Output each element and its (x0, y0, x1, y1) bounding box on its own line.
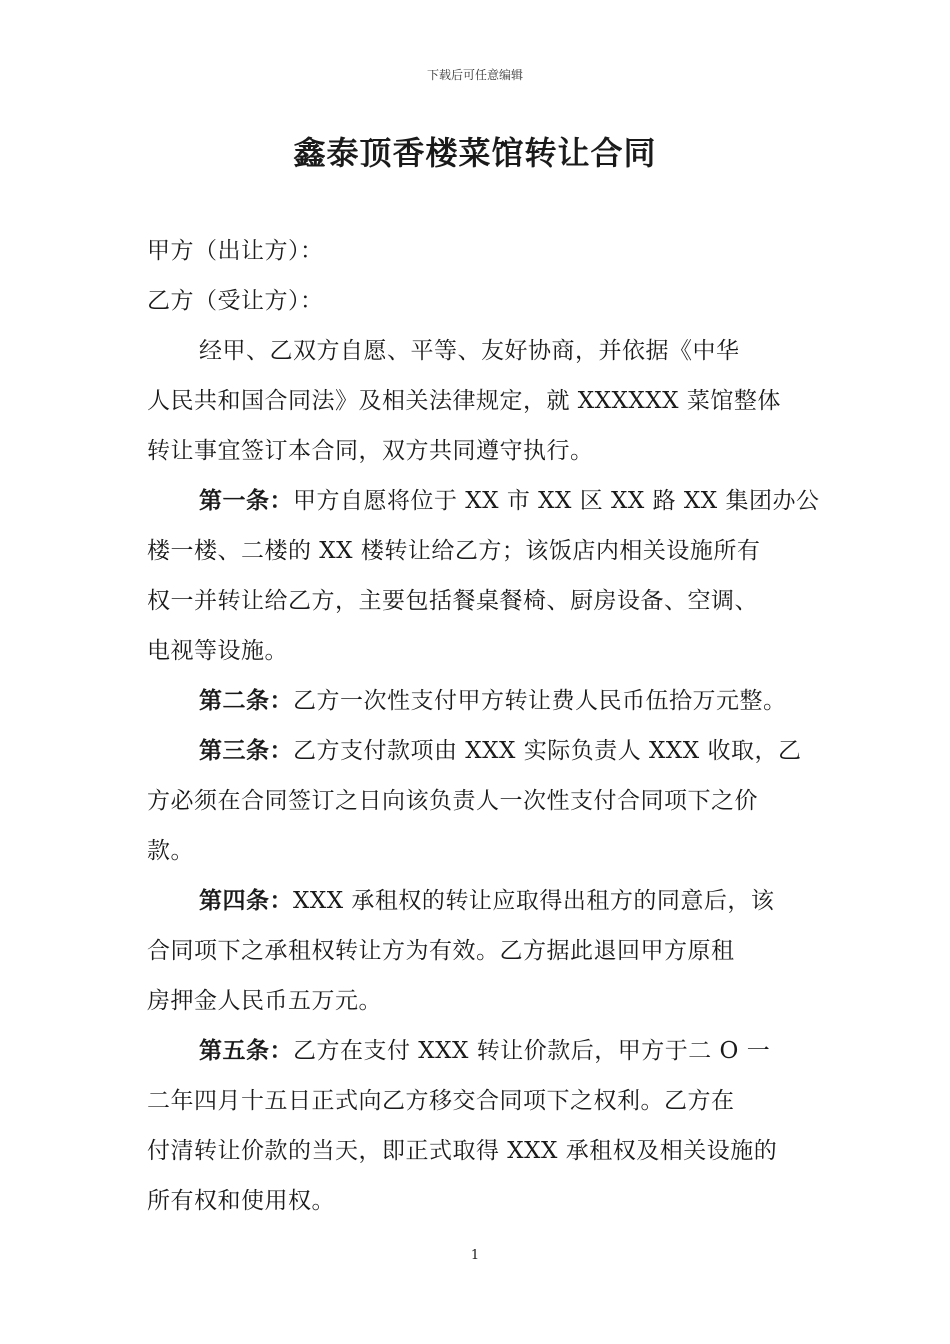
party-a-line: 甲方（出让方）： (147, 238, 324, 264)
article-line: 合同项下之承租权转让方为有效。乙方据此退回甲方原租 (147, 938, 735, 964)
article-line: 电视等设施。 (147, 638, 288, 664)
document-body (147, 226, 827, 1226)
article-label: 第五条： (199, 1037, 293, 1064)
article-label: 第二条： (199, 687, 293, 714)
intro-line: 经甲、乙双方自愿、平等、友好协商，并依据《中华 (199, 338, 740, 364)
page-number: 1 (470, 1248, 480, 1263)
page-header: 下载后可任意编辑 (426, 68, 523, 82)
article-line: 甲方自愿将位于 XX 市 XX 区 XX 路 XX 集团办公 (293, 488, 820, 514)
document-title: 鑫泰顶香楼菜馆转让合同 (293, 134, 657, 172)
article-2 (147, 676, 827, 726)
article-label: 第三条： (199, 737, 293, 764)
article-line: 乙方在支付 XXX 转让价款后，甲方于二 O 一 (293, 1038, 771, 1064)
article-label: 第四条： (199, 887, 293, 914)
article-line: 付清转让价款的当天，即正式取得 XXX 承租权及相关设施的 (147, 1138, 778, 1164)
article-line: 款。 (147, 838, 194, 864)
article-5 (147, 1026, 827, 1226)
article-line: 二年四月十五日正式向乙方移交合同项下之权利。乙方在 (147, 1088, 735, 1114)
article-line: XXX 承租权的转让应取得出租方的同意后，该 (293, 888, 775, 914)
article-4 (147, 876, 827, 1026)
article-line: 乙方支付款项由 XXX 实际负责人 XXX 收取，乙 (293, 738, 802, 764)
article-line: 方必须在合同签订之日向该负责人一次性支付合同项下之价 (147, 788, 758, 814)
intro-line: 人民共和国合同法》及相关法律规定，就 XXXXXX 菜馆整体 (147, 388, 781, 414)
intro-line: 转让事宜签订本合同，双方共同遵守执行。 (147, 438, 594, 464)
party-b-line: 乙方（受让方）： (147, 288, 324, 314)
article-3 (147, 726, 827, 876)
article-line: 楼一楼、二楼的 XX 楼转让给乙方；该饭店内相关设施所有 (147, 538, 761, 564)
article-line: 乙方一次性支付甲方转让费人民币伍拾万元整。 (293, 688, 787, 714)
article-1 (147, 476, 827, 676)
intro-paragraph (147, 326, 827, 476)
article-label: 第一条： (199, 487, 293, 514)
article-line: 权一并转让给乙方，主要包括餐桌餐椅、厨房设备、空调、 (147, 588, 758, 614)
article-line: 所有权和使用权。 (147, 1188, 335, 1214)
article-line: 房押金人民币五万元。 (147, 988, 382, 1014)
